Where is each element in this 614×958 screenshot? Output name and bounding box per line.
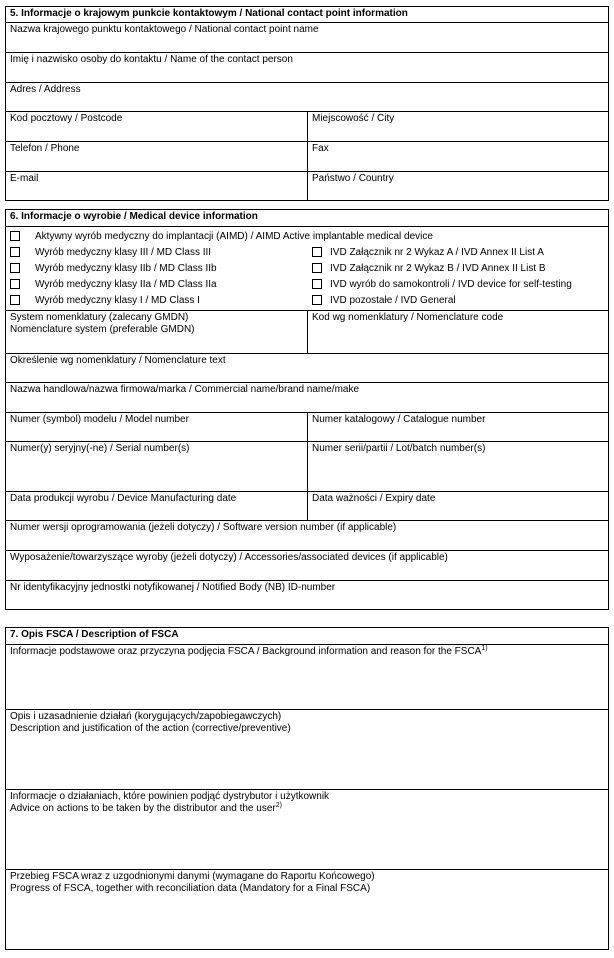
md-class-iia-checkbox[interactable] xyxy=(10,279,20,289)
model-number-field[interactable] xyxy=(6,413,308,441)
city-field[interactable] xyxy=(308,112,608,141)
progress-label-pl: Przebieg FSCA wraz z uzgodnionymi danymi (wymagane do Raportu Końcowego) xyxy=(10,871,375,882)
contact-person-label: Imię i nazwisko osoby do kontaktu / Name of the contact person xyxy=(10,54,293,65)
expiry-date-label: Data ważności / Expiry date xyxy=(312,493,436,504)
section-6-title: 6. Informacje o wyrobie / Medical device information xyxy=(6,210,262,226)
footnote-2-marker: 2) xyxy=(275,802,282,809)
nomenclature-system-label-pl: System nomenklatury (zalecany GMDN) xyxy=(10,312,189,323)
country-label: Państwo / Country xyxy=(312,173,394,184)
nomenclature-system-field[interactable] xyxy=(6,311,308,353)
commercial-name-field[interactable] xyxy=(6,383,608,412)
expiry-date-field[interactable] xyxy=(308,492,608,520)
address-label: Adres / Address xyxy=(10,84,81,95)
serial-number-field[interactable] xyxy=(6,442,308,491)
manufacturing-date-field[interactable] xyxy=(6,492,308,520)
accessories-label: Wyposażenie/towarzyszące wyroby (jeżeli dotyczy) / Accessories/associated devices (if applicable) xyxy=(10,552,448,563)
md-class-iia-label: Wyrób medyczny klasy IIa / MD Class IIa xyxy=(35,278,217,290)
advice-field[interactable] xyxy=(6,790,608,869)
section-5-title: 5. Informacje o krajowym punkcie kontaktowym / National contact point information xyxy=(6,7,412,22)
md-class-iii-checkbox[interactable] xyxy=(10,247,20,257)
nomenclature-text-field[interactable] xyxy=(6,354,608,382)
md-class-iib-checkbox[interactable] xyxy=(10,263,20,273)
address-field[interactable] xyxy=(6,83,608,111)
nomenclature-code-field[interactable] xyxy=(308,311,608,353)
email-field[interactable] xyxy=(6,172,308,200)
aimd-checkbox-row[interactable] xyxy=(6,228,608,244)
accessories-field[interactable] xyxy=(6,551,608,580)
progress-field[interactable] xyxy=(6,870,608,949)
background-info-label: Informacje podstawowe oraz przyczyna podjęcia FSCA / Background information and reason for the FSCA xyxy=(10,646,482,657)
ivd-annex-ii-list-b-checkbox[interactable] xyxy=(312,263,322,273)
fax-label: Fax xyxy=(312,143,329,154)
postcode-label: Kod pocztowy / Postcode xyxy=(10,113,123,124)
class-checkbox-row xyxy=(6,244,608,260)
nomenclature-text-label: Określenie wg nomenklatury / Nomenclature text xyxy=(10,355,226,366)
nomenclature-code-label: Kod wg nomenklatury / Nomenclature code xyxy=(312,312,504,323)
ivd-annex-ii-list-a-checkbox[interactable] xyxy=(312,247,322,257)
phone-field[interactable] xyxy=(6,142,308,171)
advice-label-pl: Informacje o działaniach, które powinien podjąć dystrybutor i użytkownik xyxy=(10,791,330,802)
commercial-name-label: Nazwa handlowa/nazwa firmowa/marka / Commercial name/brand name/make xyxy=(10,384,360,395)
serial-number-label: Numer(y) seryjny(-ne) / Serial number(s) xyxy=(10,443,190,454)
phone-label: Telefon / Phone xyxy=(10,143,80,154)
class-checkbox-row xyxy=(6,260,608,276)
section-7-fsca-description xyxy=(5,627,609,950)
lot-number-label: Numer serii/partii / Lot/batch number(s) xyxy=(312,443,486,454)
class-checkbox-row xyxy=(6,276,608,292)
md-class-iib-label: Wyrób medyczny klasy IIb / MD Class IIb xyxy=(35,262,217,274)
postcode-field[interactable] xyxy=(6,112,308,141)
section-7-title: 7. Opis FSCA / Description of FSCA xyxy=(6,628,183,644)
class-checkbox-row xyxy=(6,292,608,308)
ivd-self-testing-label: IVD wyrób do samokontroli / IVD device for self-testing xyxy=(330,278,572,290)
aimd-label: Aktywny wyrób medyczny do implantacji (AIMD) / AIMD Active implantable medical device xyxy=(35,230,433,242)
md-class-i-label: Wyrób medyczny klasy I / MD Class I xyxy=(35,294,200,306)
notified-body-field[interactable] xyxy=(6,581,608,609)
catalogue-number-label: Numer katalogowy / Catalogue number xyxy=(312,414,486,425)
md-class-i-checkbox[interactable] xyxy=(10,295,20,305)
ivd-self-testing-checkbox[interactable] xyxy=(312,279,322,289)
contact-point-name-field[interactable] xyxy=(6,23,608,52)
ivd-annex-ii-list-b-label: IVD Załącznik nr 2 Wykaz B / IVD Annex II List B xyxy=(330,262,546,274)
email-label: E-mail xyxy=(10,173,39,184)
software-version-field[interactable] xyxy=(6,521,608,550)
background-info-field[interactable] xyxy=(6,645,608,709)
ivd-general-checkbox[interactable] xyxy=(312,295,322,305)
contact-person-field[interactable] xyxy=(6,53,608,82)
ivd-annex-ii-list-a-label: IVD Załącznik nr 2 Wykaz A / IVD Annex II List A xyxy=(330,246,544,258)
action-justification-label-en: Description and justification of the action (corrective/preventive) xyxy=(10,723,291,734)
country-field[interactable] xyxy=(308,172,608,200)
nomenclature-system-label-en: Nomenclature system (preferable GMDN) xyxy=(10,324,195,335)
software-version-label: Numer wersji oprogramowania (jeżeli dotyczy) / Software version number (if applicable) xyxy=(10,522,397,533)
model-number-label: Numer (symbol) modelu / Model number xyxy=(10,414,189,425)
action-justification-field[interactable] xyxy=(6,710,608,789)
md-class-iii-label: Wyrób medyczny klasy III / MD Class III xyxy=(35,246,212,258)
lot-number-field[interactable] xyxy=(308,442,608,491)
action-justification-label-pl: Opis i uzasadnienie działań (korygujących/zapobiegawczych) xyxy=(10,711,282,722)
ivd-general-label: IVD pozostałe / IVD General xyxy=(330,294,456,306)
advice-label-en: Advice on actions to be taken by the distributor and the user xyxy=(10,803,276,814)
progress-label-en: Progress of FSCA, together with reconciliation data (Mandatory for a Final FSCA) xyxy=(10,883,371,894)
notified-body-label: Nr identyfikacyjny jednostki notyfikowanej / Notified Body (NB) ID-number xyxy=(10,582,336,593)
footnote-1-marker: 1) xyxy=(481,645,488,652)
section-5-contact-point xyxy=(5,6,609,201)
contact-point-name-label: Nazwa krajowego punktu kontaktowego / National contact point name xyxy=(10,24,319,35)
city-label: Miejscowość / City xyxy=(312,113,395,124)
aimd-checkbox[interactable] xyxy=(10,231,20,241)
section-6-device-info xyxy=(5,209,609,610)
fax-field[interactable] xyxy=(308,142,608,171)
catalogue-number-field[interactable] xyxy=(308,413,608,441)
manufacturing-date-label: Data produkcji wyrobu / Device Manufacturing date xyxy=(10,493,237,504)
